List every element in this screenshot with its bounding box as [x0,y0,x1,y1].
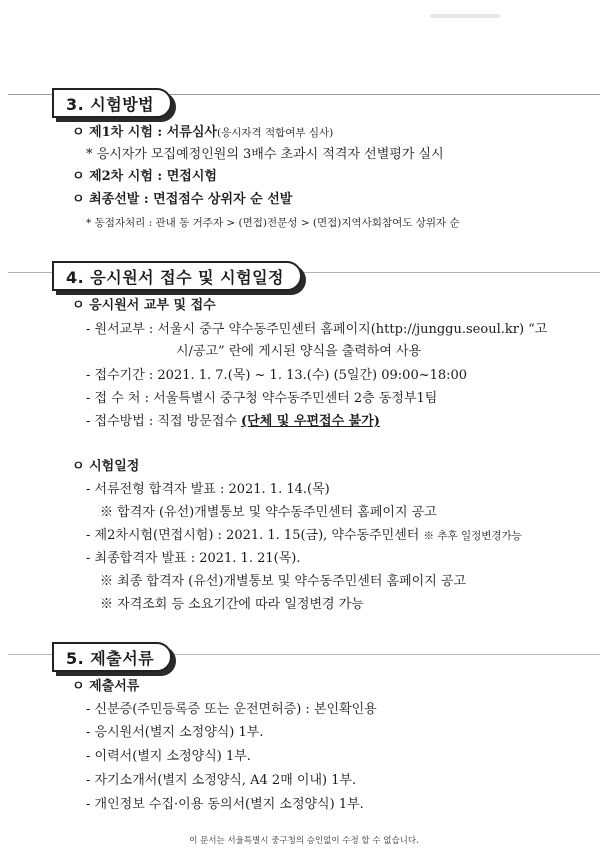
interview-line [86,527,522,545]
distribution-line-1: - 원서교부 : 서울시 중구 약수동주민센터 홈페이지(http://junggu.seoul.kr) “고 [86,322,548,337]
first-exam-note: (응시자격 적합여부 심사) [216,127,334,139]
document-result-note: ※ 합격자 (유선)개별통보 및 약수동주민센터 홈페이지 공고 [100,505,437,520]
schedule-title: ㅇ 시험일정 [72,459,140,474]
second-exam-line: ㅇ 제2차 시험 : 면접시험 [72,169,217,184]
place-line: - 접 수 처 : 서울특별시 중구청 약수동주민센터 2층 동정부1팀 [86,391,438,406]
document-item: - 응시원서(별지 소정양식) 1부. [86,725,264,740]
interview-note: ※ 추후 일정변경가능 [423,530,522,542]
method-line [86,413,380,431]
application-title: ㅇ 응시원서 교부 및 접수 [72,298,216,313]
section-4-heading: 4. 응시원서 접수 및 시험일정 [52,261,302,291]
method-restriction: (단체 및 우편접수 불가) [241,414,380,429]
document-item: - 이력서(별지 소정양식) 1부. [86,749,251,764]
distribution-line-2: 시/공고” 란에 게시된 양식을 출력하여 사용 [176,344,422,359]
section-3-heading: 3. 시험방법 [52,88,172,118]
section-5-heading: 5. 제출서류 [52,642,172,672]
document-item: - 개인정보 수집·이용 동의서(별지 소정양식) 1부. [86,797,364,812]
interview-label: - 제2차시험(면접시험) : 2021. 1. 15(금), 약수동주민센터 [86,528,424,543]
footer-notice: 이 문서는 서울특별시 중구청의 승인없이 수정 할 수 없습니다. [189,836,419,846]
first-exam-label: ㅇ 제1차 시험 : 서류심사 [72,125,217,140]
document-item: - 신분증(주민등록증 또는 운전면허증) : 본인확인용 [86,702,377,717]
first-exam-line [72,124,333,142]
final-result-line: - 최종합격자 발표 : 2021. 1. 21(목). [86,551,301,566]
first-exam-sub: * 응시자가 모집예정인원의 3배수 초과시 적격자 선별평가 실시 [86,147,444,162]
final-result-note-1: ※ 최종 합격자 (유선)개별통보 및 약수동주민센터 홈페이지 공고 [100,574,467,589]
final-result-note-2: ※ 자격조회 등 소요기간에 따라 일정변경 가능 [100,597,364,612]
document-item: - 자기소개서(별지 소정양식, A4 2매 이내) 1부. [86,773,357,788]
period-line: - 접수기간 : 2021. 1. 7.(목) ~ 1. 13.(수) (5일간) 09:00~18:00 [86,368,468,383]
method-label: - 접수방법 : 직접 방문접수 [86,414,242,429]
final-selection-line: ㅇ 최종선발 : 면접점수 상위자 순 선발 [72,192,293,207]
documents-title: ㅇ 제출서류 [72,679,140,694]
document-result-line: - 서류전형 합격자 발표 : 2021. 1. 14.(목) [86,482,330,497]
tie-break-line: * 동점자처리 : 관내 동 거주자 > (면접)전문성 > (면접)지역사회참여도 상위자 순 [86,217,460,229]
header-fragment [430,14,500,18]
